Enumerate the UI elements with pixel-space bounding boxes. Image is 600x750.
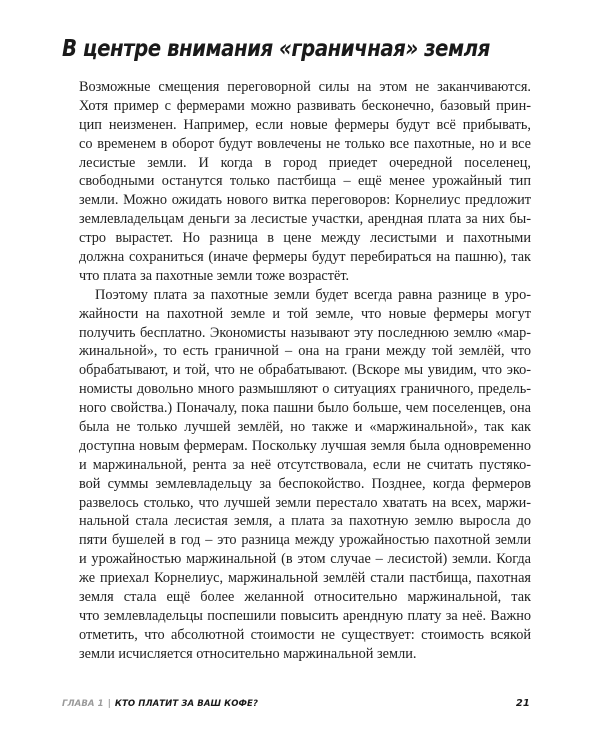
paragraph <box>79 286 531 664</box>
text-line: пяти бушелей в год – это разница между урожайностью пахотной земли <box>79 532 531 549</box>
text-line: земли. Можно ожидать нового витка переговоров: Корнелиус предложит <box>79 192 531 209</box>
text-line: получить бесплатно. Экономисты называют эту последнюю землю «мар- <box>79 324 531 341</box>
text-line: развелось столько, что лучшей земли перестало хватать на всех, маржи- <box>79 494 531 511</box>
body-text <box>79 78 531 664</box>
text-line: Хотя пример с фермерами можно развивать бесконечно, базовый прин- <box>79 97 531 114</box>
text-line: лесистые земли. И когда в город приедет очередной поселенец, <box>79 154 531 171</box>
section-heading: В центре внимания «граничная» земля <box>62 36 490 62</box>
text-line: доступна новым фермерам. Поскольку лучшая земля была одновременно <box>79 437 531 454</box>
footer-separator: | <box>107 698 111 709</box>
text-line: ного свойства.) Поначалу, пока пашни было больше, чем поселенцев, она <box>79 400 531 417</box>
text-line: земля стала ещё более желанной относительно маржинальной, так <box>79 589 531 606</box>
running-footer <box>62 698 530 709</box>
text-line: обрабатывают, и той, что не обрабатывают. (Вскоре мы увидим, что эко- <box>79 362 531 379</box>
text-line: и маржинальной, рента за неё отсутствовала, если не считать пустяко- <box>79 456 531 473</box>
text-line: цип неизменен. Например, если новые фермеры будут всё прибывать, <box>79 116 531 133</box>
book-title: КТО ПЛАТИТ ЗА ВАШ КОФЕ? <box>114 698 258 709</box>
text-line: отметить, что абсолютной стоимости не существует: стоимость всякой <box>79 626 531 643</box>
text-line: номисты довольно много размышляют о ситуациях граничного, предель- <box>79 381 531 398</box>
text-line: была не только лучшей землёй, но также и «маржинальной», так как <box>79 419 531 436</box>
text-line: что землевладельцы поспешили повысить арендную плату за неё. Важно <box>79 607 531 624</box>
text-line: земли исчисляется относительно маржинальной земли. <box>79 645 417 662</box>
page-number: 21 <box>515 698 530 709</box>
text-line: и урожайностью маржинальной (в этом случае – лесистой) земли. Когда <box>79 551 531 568</box>
text-line: со временем в оборот будут вовлечены не только все пахотные, но и все <box>79 135 531 152</box>
paragraph <box>79 78 531 286</box>
chapter-label: ГЛАВА 1 <box>62 698 104 709</box>
text-line: жинальной», то есть граничной – она на грани между той землёй, что <box>79 343 531 360</box>
text-line: жайности на пахотной земле и той земле, что новые фермеры могут <box>79 305 531 322</box>
text-line: должна сохраниться (иначе фермеры будут перебираться на пашню), так <box>79 249 531 266</box>
text-line: нальной стала лесистая земля, а плата за пахотную землю выросла до <box>79 513 531 530</box>
text-line: свободными останутся только пастбища – ещё менее урожайный тип <box>79 173 531 190</box>
text-line: Возможные смещения переговорной силы на этом не заканчиваются. <box>79 79 531 95</box>
text-line: вой суммы землевладельцу за беспокойство. Позднее, когда фермеров <box>79 475 531 492</box>
text-line: землевладельцам деньги за лесистые участки, арендная плата за них бы- <box>79 211 531 228</box>
text-line: Поэтому плата за пахотные земли будет всегда равна разнице в уро- <box>95 286 531 303</box>
text-line: что плата за пахотные земли тоже возрастёт. <box>79 267 350 284</box>
text-line: же приехал Корнелиус, маржинальной землёй стали пастбища, пахотная <box>79 570 531 587</box>
text-line: стро вырастет. Но разница в цене между лесистыми и пахотными <box>79 230 531 247</box>
